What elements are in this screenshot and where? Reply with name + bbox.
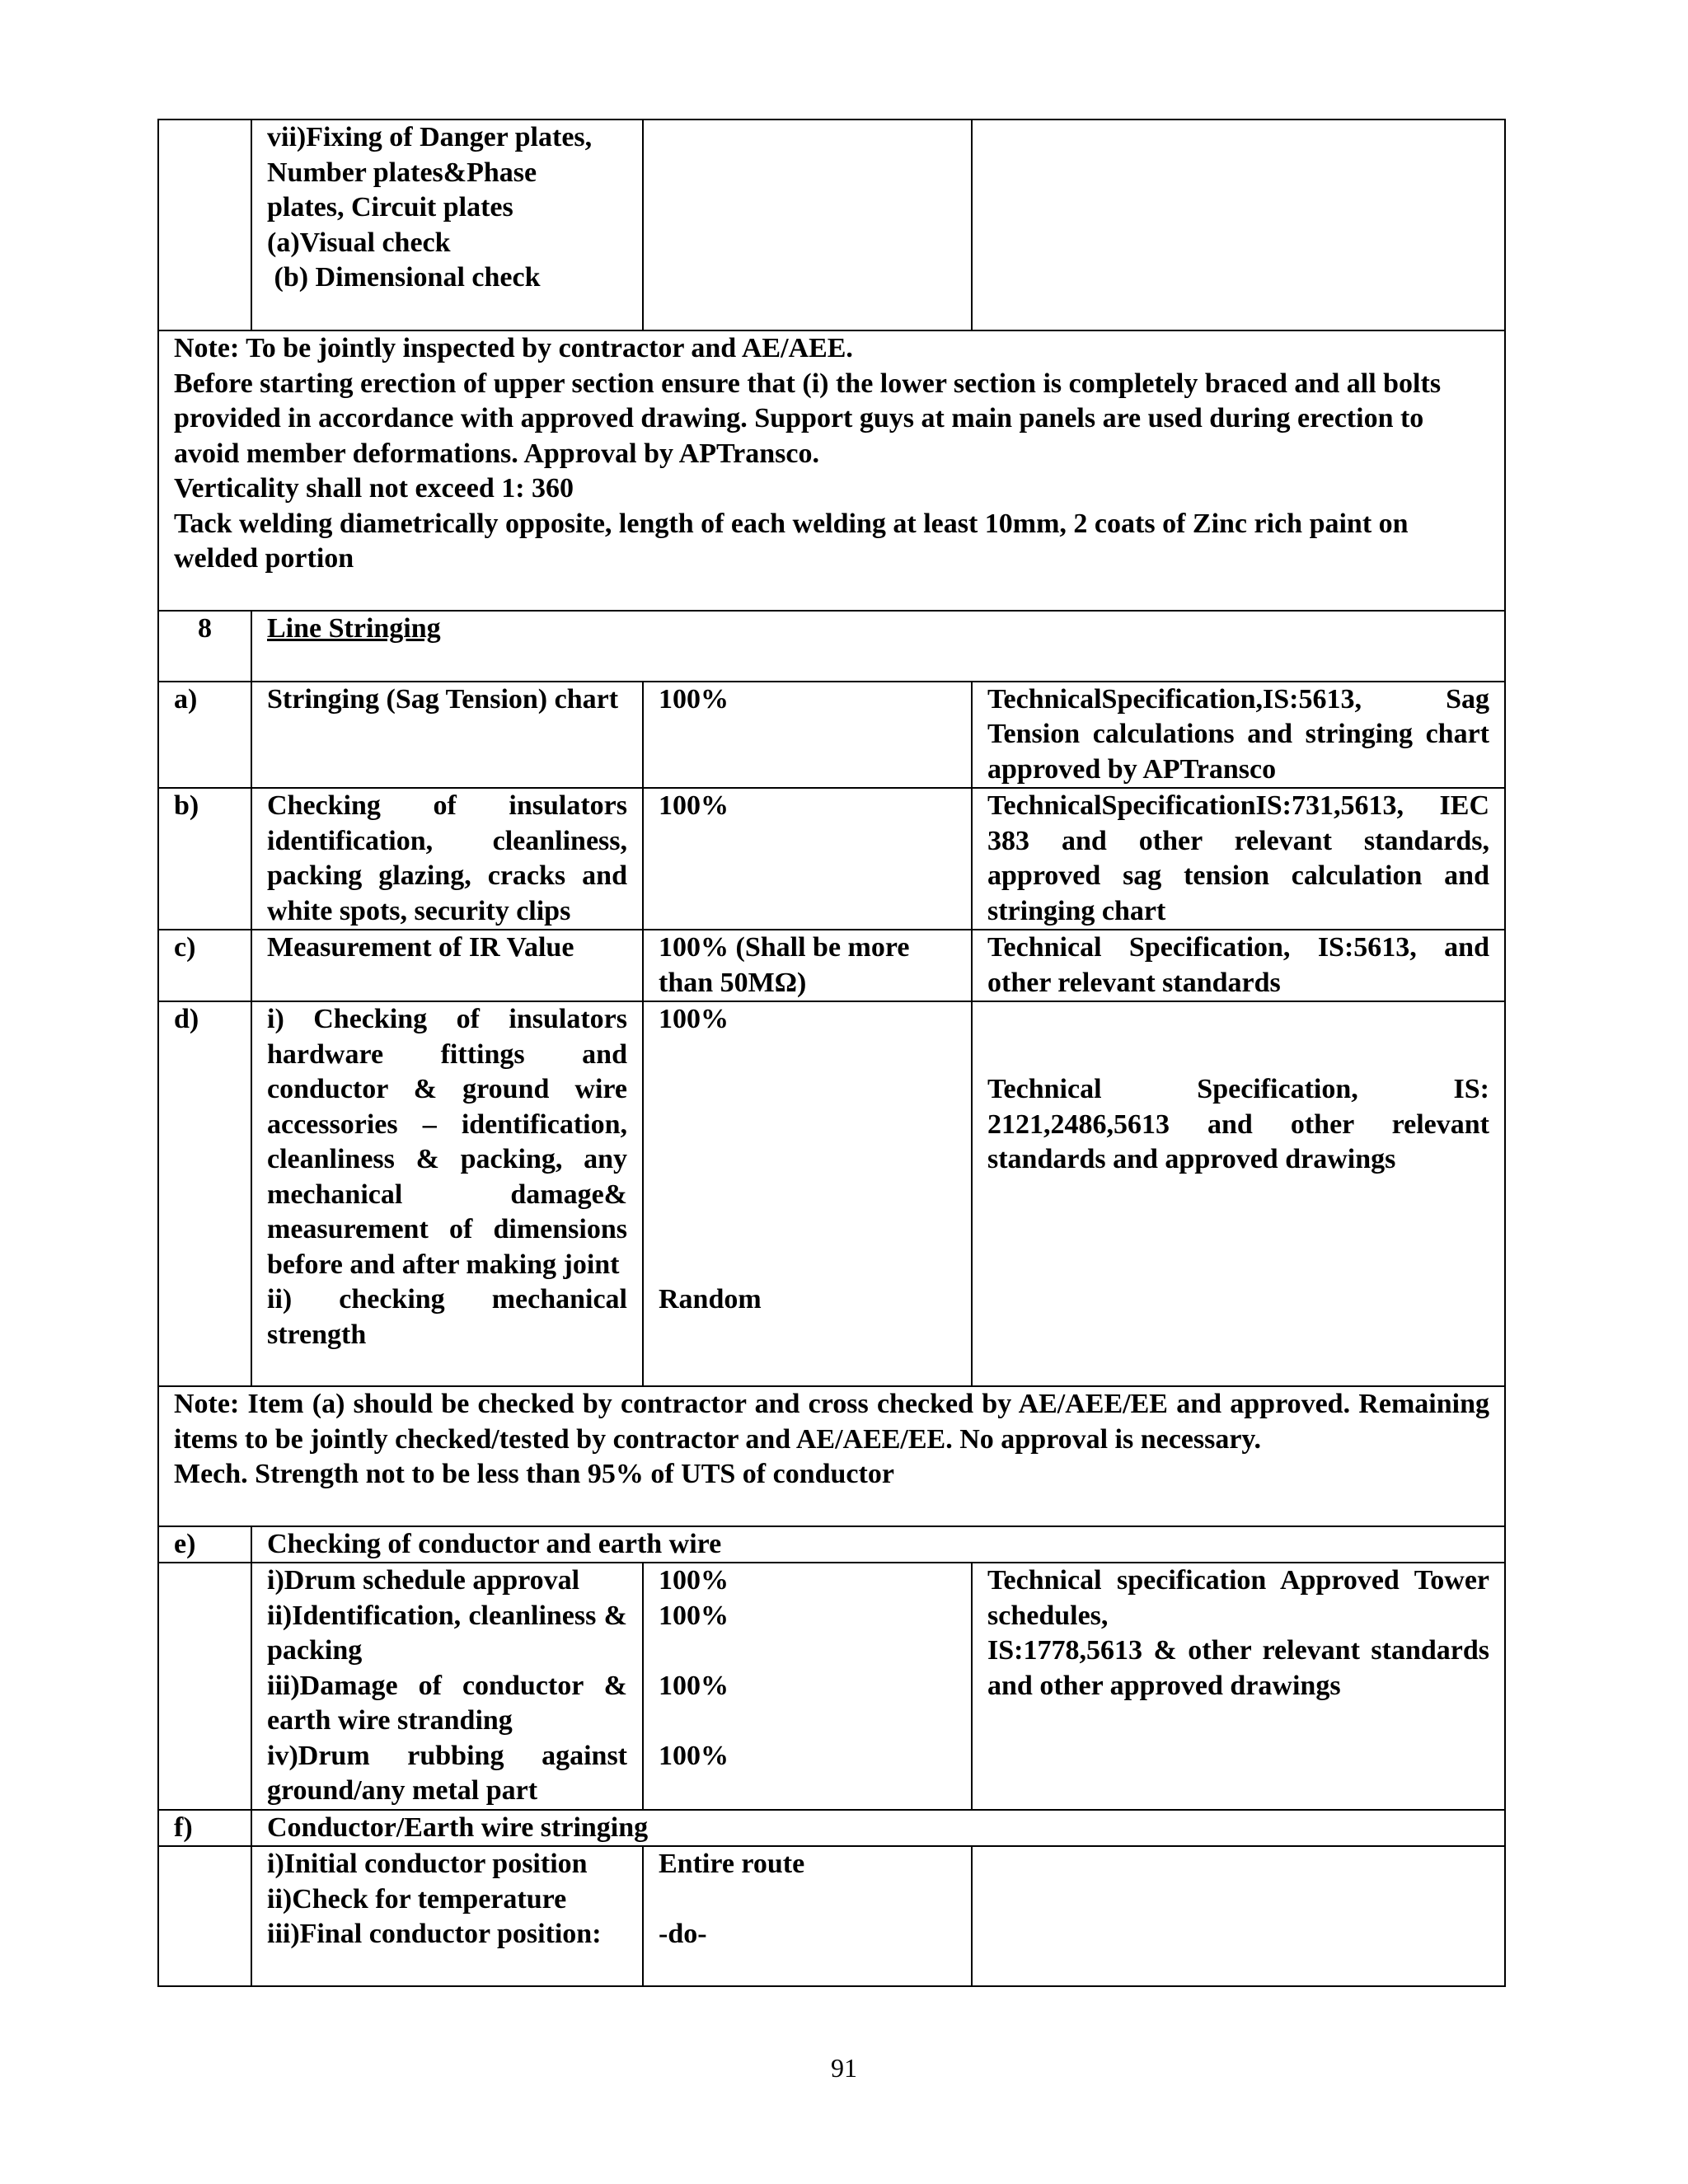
list-item: i)Initial conductor position <box>267 1849 588 1879</box>
row-extent: 100% (Shall be more than 50MΩ) <box>643 930 972 1001</box>
row-reference <box>972 1563 1505 1810</box>
extent-value: 100% <box>659 1740 729 1771</box>
row-title: Checking of conductor and earth wire <box>251 1526 1505 1563</box>
item-line: vii)Fixing of Danger plates, <box>267 122 593 152</box>
item-line: plates, Circuit plates <box>267 192 513 223</box>
table-row-e-header <box>158 1526 1505 1563</box>
inspection-table <box>157 119 1506 1987</box>
row-extent: 100% <box>643 682 972 789</box>
cell-item-vii <box>251 120 643 330</box>
item-part-ii: ii) checking mechanical strength <box>267 1284 627 1350</box>
extent-value: -do- <box>659 1919 707 1949</box>
row-id: e) <box>158 1526 251 1563</box>
page-number: 91 <box>831 2053 857 2083</box>
row-extent: 100% <box>643 788 972 930</box>
row-id: d) <box>158 1001 251 1386</box>
table-row-note-1 <box>158 330 1505 611</box>
item-part-i: i) Checking of insulators hardware fittings and conductor & ground wire accessories – identification, cleanliness & packing, any mechanical damage& measurement of dimensions before and after making joint <box>267 1004 627 1280</box>
table-row-section-8 <box>158 611 1505 682</box>
table-row <box>158 682 1505 789</box>
table-row <box>158 788 1505 930</box>
row-extent <box>643 1846 972 1986</box>
row-extent <box>643 1563 972 1810</box>
note-line: Before starting erection of upper section ensure that (i) the lower section is completely braced and all bolts provided in accordance with approved drawing. Support guys at main panels are used during erection to avoid member deformations. Approval by APTransco. <box>174 368 1442 469</box>
table-row-vii <box>158 120 1505 330</box>
table-row-f-items <box>158 1846 1505 1986</box>
extent-value: Entire route <box>659 1849 805 1879</box>
list-item: ii)Identification, cleanliness & packing <box>267 1600 627 1666</box>
table-row-note-2 <box>158 1386 1505 1526</box>
row-reference: Technical Specification, IS:5613, and other relevant standards <box>972 930 1505 1001</box>
row-id: f) <box>158 1810 251 1847</box>
list-item: ii)Check for temperature <box>267 1883 567 1915</box>
row-item: Checking of insulators identification, cleanliness, packing glazing, cracks and white spots, security clips <box>251 788 643 930</box>
extent-value: 100% <box>659 1600 729 1631</box>
note-cell <box>158 330 1505 611</box>
row-reference <box>972 1001 1505 1386</box>
note-line: Verticality shall not exceed 1: 360 <box>174 473 574 504</box>
row-id: a) <box>158 682 251 789</box>
row-extent <box>643 1001 972 1386</box>
list-item: iii)Damage of conductor & earth wire stranding <box>267 1670 627 1736</box>
note-line: Tack welding diametrically opposite, length of each welding at least 10mm, 2 coats of Zinc rich paint on welded portion <box>174 508 1409 574</box>
note-cell <box>158 1386 1505 1526</box>
reference-text: Technical Specification, IS: 2121,2486,5613 and other relevant standards and approved drawings <box>987 1074 1489 1174</box>
table-row-d <box>158 1001 1505 1386</box>
extent-value: 100% <box>659 1565 729 1596</box>
note-line: Note: Item (a) should be checked by contractor and cross checked by AE/AEE/EE and approved. Remaining items to be jointly checked/tested by contractor and AE/AEE/EE. No approval is necessary. <box>174 1389 1489 1455</box>
row-id: b) <box>158 788 251 930</box>
extent-ii: Random <box>659 1283 762 1315</box>
extent-value: 100% <box>659 1670 729 1701</box>
cell-empty <box>158 1846 251 1986</box>
row-item <box>251 1001 643 1386</box>
note-line: Note: To be jointly inspected by contractor and AE/AEE. <box>174 333 853 363</box>
row-reference: TechnicalSpecification,IS:5613, Sag Tension calculations and stringing chart approved by APTransco <box>972 682 1505 789</box>
list-item: iv)Drum rubbing against ground/any metal part <box>267 1740 627 1806</box>
table-row <box>158 930 1505 1001</box>
item-line: (a)Visual check <box>267 227 451 258</box>
section-number: 8 <box>158 611 251 682</box>
list-item: i)Drum schedule approval <box>267 1565 580 1596</box>
cell-empty <box>643 120 972 330</box>
reference-text: Technical specification Approved Tower schedules, <box>987 1565 1489 1631</box>
table-row-f-header <box>158 1810 1505 1847</box>
list-item: iii)Final conductor position: <box>267 1919 602 1949</box>
cell-empty <box>158 1563 251 1810</box>
cell-empty <box>158 120 251 330</box>
table-row-e-items <box>158 1563 1505 1810</box>
section-title: Line Stringing <box>267 612 441 644</box>
note-line: Mech. Strength not to be less than 95% of UTS of conductor <box>174 1459 894 1489</box>
row-title: Conductor/Earth wire stringing <box>251 1810 1505 1847</box>
row-id: c) <box>158 930 251 1001</box>
row-item <box>251 1563 643 1810</box>
item-line: (b) Dimensional check <box>267 262 541 293</box>
cell-empty <box>972 1846 1505 1986</box>
row-reference: TechnicalSpecificationIS:731,5613, IEC 383 and other relevant standards, approved sag tension calculation and stringing chart <box>972 788 1505 930</box>
inspection-table-page <box>157 119 1504 1987</box>
reference-text: IS:1778,5613 & other relevant standards and other approved drawings <box>987 1635 1489 1701</box>
cell-empty <box>972 120 1505 330</box>
item-line: Number plates&Phase <box>267 157 537 188</box>
row-item: Measurement of IR Value <box>251 930 643 1001</box>
row-item: Stringing (Sag Tension) chart <box>251 682 643 789</box>
row-item <box>251 1846 643 1986</box>
section-title-cell <box>251 611 1505 682</box>
extent-i: 100% <box>659 1004 729 1034</box>
